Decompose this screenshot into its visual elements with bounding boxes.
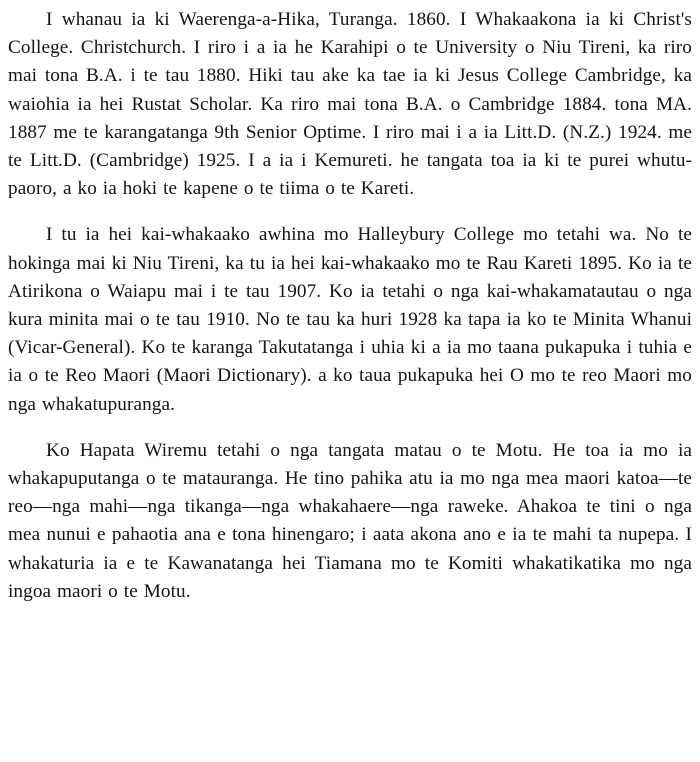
paragraph-1: I whanau ia ki Waerenga-a-Hika, Turanga. 1860. I Whakaakona ia ki Christ's College. Christchurch. I riro i a ia he Karahipi o te University o Niu Tireni, ka riro mai tona B.A. i te tau 1880. Hiki tau ake ka tae ia ki Jesus College Cambridge, ka waiohia ia hei Rustat Scholar. Ka riro mai tona B.A. o Cambridge 1884. tona MA. 1887 me te karangatanga 9th Senior Optime. I riro mai i a ia Litt.D. (N.Z.) 1924. me te Litt.D. (Cambridge) 1925. I a ia i Kemureti. he tangata toa ia ki te purei whutu-paoro, a ko ia hoki te kapene o te tiima o te Kareti.: [8, 9, 692, 200]
paragraph-2: I tu ia hei kai-whakaako awhina mo Halleybury College mo tetahi wa. No te hokinga mai ki Niu Tireni, ka tu ia hei kai-whakaako mo te Rau Kareti 1895. Ko ia te Atirikona o Waiapu mai i te tau 1907. Ko ia tetahi o nga kai-whakamatautau o nga kura minita mai o te tau 1910. No te tau ka huri 1928 ka tapa ia ko te Minita Whanui (Vicar-General). Ko te karanga Takutatanga i uhia ki a ia mo taana pukapuka i tuhia e ia o te Reo Maori (Maori Dictionary). a ko taua pukapuka hei O mo te reo Maori mo nga whakatupuranga.: [8, 224, 692, 415]
paragraph-3: Ko Hapata Wiremu tetahi o nga tangata matau o te Motu. He toa ia mo ia whakapuputanga o te matauranga. He tino pahika atu ia mo nga mea maori katoa—te reo—nga mahi—nga tikanga—nga whakahaere—nga raweke. Ahakoa te tini o nga mea nunui e pahaotia ana e tona hinengaro; i aata akona ano e ia te mahi ta nupepa. I whakaturia ia e te Kawanatanga hei Tiamana mo te Komiti whakatikatika mo nga ingoa maori o te Motu.: [8, 439, 692, 602]
